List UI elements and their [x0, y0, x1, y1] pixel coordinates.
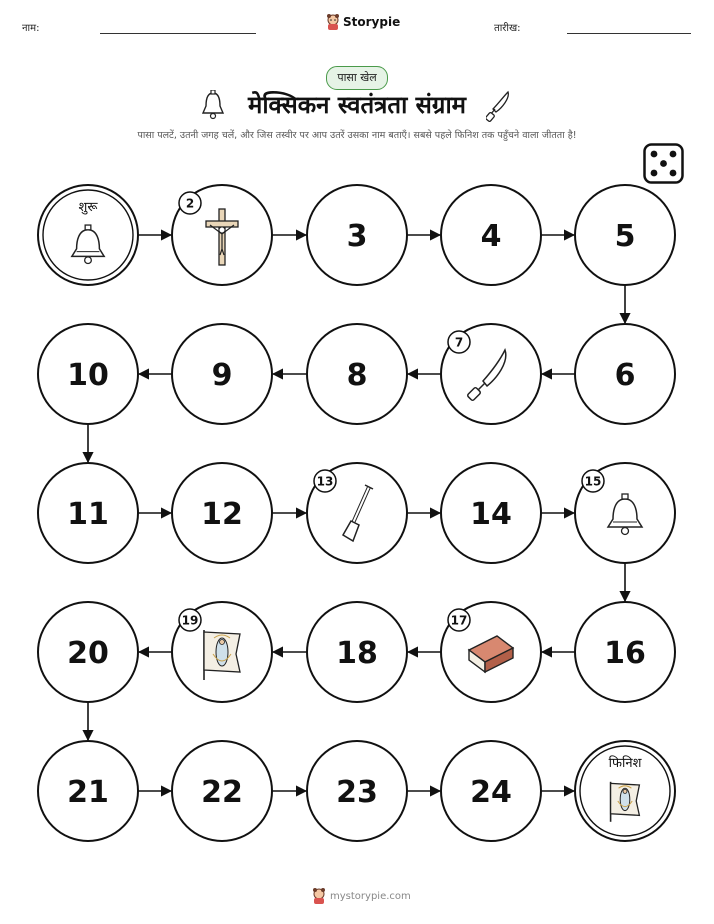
board-space-6[interactable]: [575, 324, 675, 424]
space-number: 12: [201, 497, 243, 532]
space-number: 6: [614, 358, 636, 393]
board-space-19[interactable]: [172, 602, 272, 702]
instructions: पासा पलटें, उतनी जगह चलें, और जिस तस्वीर पर आप उतरें उसका नाम बताएँ। सबसे पहले फिनिश तक पहुँचने वाला जीतता है!: [137, 130, 577, 141]
board-space-18[interactable]: [307, 602, 407, 702]
space-number: 18: [336, 636, 378, 671]
space-number: 19: [181, 613, 199, 628]
space-number: 9: [211, 358, 233, 393]
board-space-13[interactable]: [307, 463, 407, 563]
board-space-3[interactable]: [307, 185, 407, 285]
start-label: शुरू: [78, 200, 98, 215]
board-space-22[interactable]: [172, 741, 272, 841]
board-space-5[interactable]: [575, 185, 675, 285]
board-space-4[interactable]: [441, 185, 541, 285]
space-number: 14: [470, 497, 512, 532]
board-space-8[interactable]: [307, 324, 407, 424]
finish-label: फिनिश: [608, 756, 642, 771]
space-number: 7: [454, 335, 464, 350]
space-number: 22: [201, 775, 243, 810]
game-type-badge: पासा खेल: [326, 66, 388, 90]
board-space-15[interactable]: [575, 463, 675, 563]
finish-space[interactable]: [575, 741, 675, 841]
board-space-14[interactable]: [441, 463, 541, 563]
space-number: 15: [584, 474, 602, 489]
space-number: 2: [185, 196, 195, 211]
board-space-17[interactable]: [441, 602, 541, 702]
name-label: नाम:: [22, 23, 40, 34]
date-label: तारीख:: [494, 23, 521, 34]
board-space-9[interactable]: [172, 324, 272, 424]
page-title: मेक्सिकन स्वतंत्रता संग्राम: [247, 91, 467, 119]
board-space-16[interactable]: [575, 602, 675, 702]
space-number: 16: [604, 636, 646, 671]
board-space-11[interactable]: [38, 463, 138, 563]
space-number: 20: [67, 636, 109, 671]
space-number: 10: [67, 358, 109, 393]
space-number: 21: [67, 775, 109, 810]
board-space-24[interactable]: [441, 741, 541, 841]
space-number: 17: [450, 613, 468, 628]
space-number: 8: [346, 358, 368, 393]
board-space-23[interactable]: [307, 741, 407, 841]
board-space-2[interactable]: [172, 185, 272, 285]
space-number: 11: [67, 497, 109, 532]
board-space-7[interactable]: [441, 324, 541, 424]
board-space-10[interactable]: [38, 324, 138, 424]
space-number: 4: [480, 219, 502, 254]
space-number: 24: [470, 775, 512, 810]
board-space-21[interactable]: [38, 741, 138, 841]
board-space-12[interactable]: [172, 463, 272, 563]
footer: [312, 888, 411, 904]
start-space[interactable]: [38, 185, 138, 285]
space-number: 5: [614, 219, 636, 254]
storypie-logo-icon: [312, 888, 326, 904]
board-space-20[interactable]: [38, 602, 138, 702]
space-number: 13: [316, 474, 334, 489]
space-number: 3: [346, 219, 368, 254]
footer-url[interactable]: mystorypie.com: [330, 890, 411, 902]
brand-name: Storypie: [343, 15, 401, 29]
space-number: 23: [336, 775, 378, 810]
